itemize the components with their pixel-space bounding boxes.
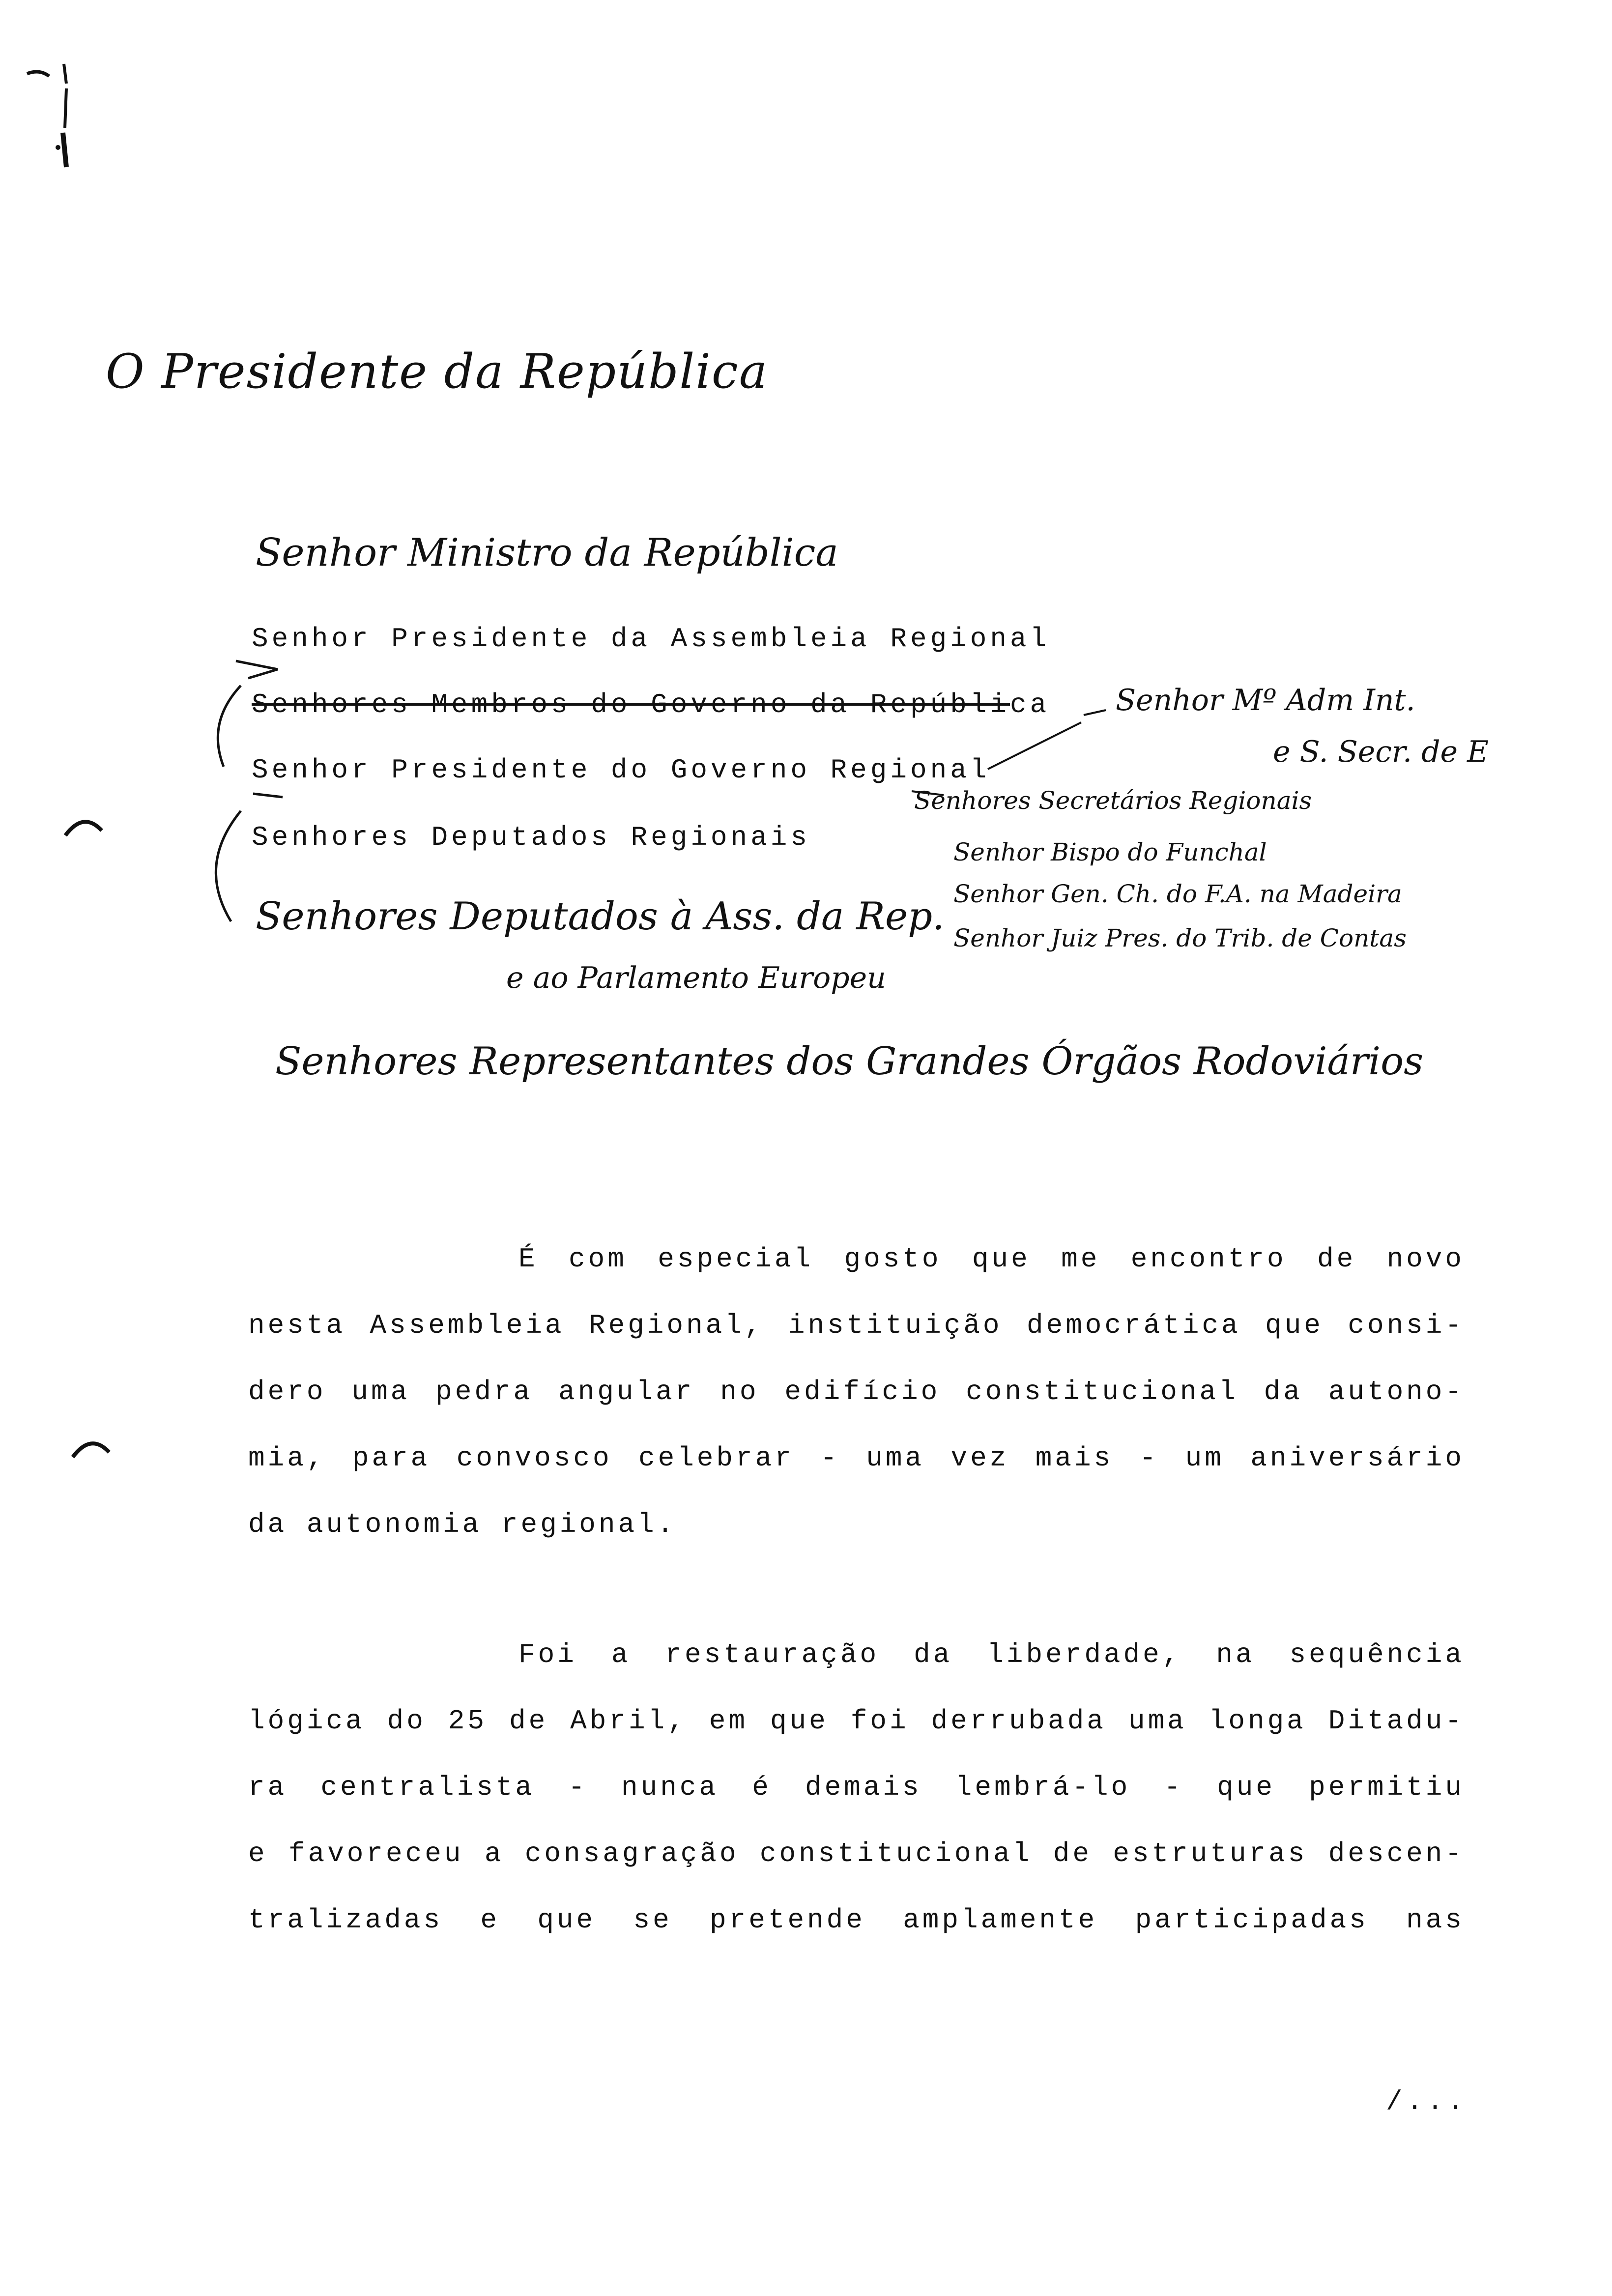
page-continuation-marker: /... xyxy=(1386,2086,1468,2118)
margin-hole-mark xyxy=(69,1433,113,1462)
paragraph-2-line: tralizadas e que se pretende amplamente participadas nas xyxy=(248,1904,1465,1936)
handwritten-left-parliament: e ao Parlamento Europeu xyxy=(506,961,886,995)
paragraph-1-line: nesta Assembleia Regional, instituição democrática que consi- xyxy=(248,1310,1465,1341)
salutation-line-regional-government: Senhor Presidente do Governo Regional xyxy=(252,754,990,786)
letterhead-title: O Presidente da República xyxy=(106,344,768,399)
paragraph-2-line: Foi a restauração da liberdade, na sequência xyxy=(518,1639,1465,1670)
paragraph-2-line: ra centralista - nunca é demais lembrá-lo - que permitiu xyxy=(248,1772,1465,1803)
paragraph-2-line: lógica do 25 de Abril, em que foi derrubada uma longa Ditadu- xyxy=(248,1705,1465,1737)
handwritten-bottom-representatives: Senhores Representantes dos Grandes Órgãos Rodoviários xyxy=(275,1039,1424,1084)
salutation-line-government-republic xyxy=(252,689,1050,720)
paragraph-1-line: dero uma pedra angular no edifício constitucional da autono- xyxy=(248,1376,1465,1407)
handwritten-right-general: Senhor Gen. Ch. do F.A. na Madeira xyxy=(953,880,1402,908)
handwritten-right-minister: Senhor Mº Adm Int. xyxy=(1116,683,1415,718)
corner-handwritten-mark xyxy=(20,54,88,182)
struck-text: Senhores Membros do Governo da Repúbli xyxy=(252,689,1010,720)
paragraph-1-line: É com especial gosto que me encontro de novo xyxy=(518,1243,1465,1275)
kept-text: ca xyxy=(1010,689,1050,720)
handwritten-salutation-minister: Senhor Ministro da República xyxy=(256,531,838,575)
salutation-line-deputies: Senhores Deputados Regionais xyxy=(252,822,810,853)
handwritten-right-bishop: Senhor Bispo do Funchal xyxy=(953,838,1267,866)
paragraph-2-line: e favoreceu a consagração constitucional de estruturas descen- xyxy=(248,1838,1465,1869)
paragraph-1-line: mia, para convosco celebrar - uma vez mais - um aniversário xyxy=(248,1442,1465,1474)
handwritten-right-secretary: e S. Secr. de E xyxy=(1273,735,1489,769)
salutation-line-assembly: Senhor Presidente da Assembleia Regional xyxy=(252,623,1050,655)
handwritten-right-judge: Senhor Juiz Pres. do Trib. de Contas xyxy=(953,924,1407,952)
handwritten-right-regional-secretaries: Senhores Secretários Regionais xyxy=(914,786,1312,815)
margin-hole-mark xyxy=(61,811,106,840)
paragraph-1-line: da autonomia regional. xyxy=(248,1509,677,1540)
handwritten-left-deputies: Senhores Deputados à Ass. da Rep. xyxy=(256,894,945,939)
